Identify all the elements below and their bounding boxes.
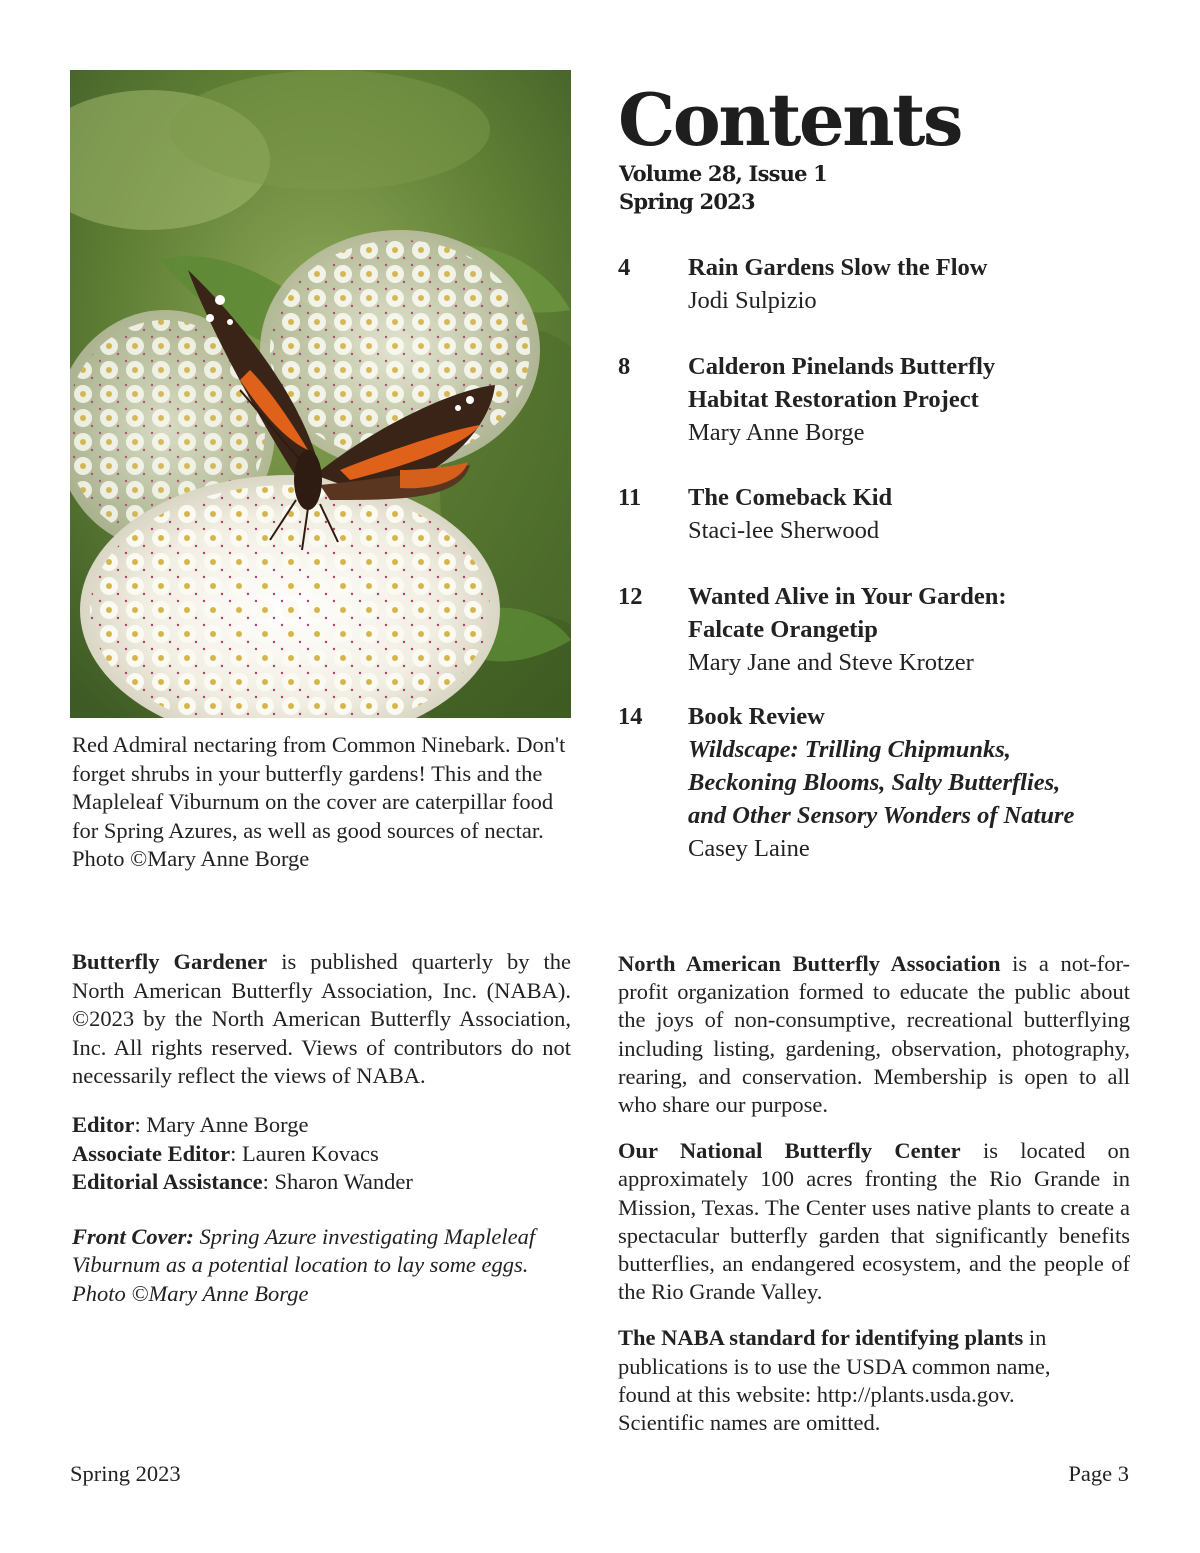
publication-name: Butterfly Gardener — [72, 949, 268, 974]
toc-page-number: 14 — [618, 703, 643, 730]
credit-line: Editorial Assistance: Sharon Wander — [72, 1169, 413, 1195]
toc-title: Falcate Orangetip — [688, 616, 878, 643]
toc-subtitle: Wildscape: Trilling Chipmunks, — [688, 736, 1011, 763]
issue-info — [619, 160, 827, 216]
toc-page-number: 4 — [618, 254, 631, 281]
toc-title: Wanted Alive in Your Garden: — [688, 583, 1007, 610]
cover-photo — [70, 70, 571, 718]
toc-title: Book Review — [688, 703, 825, 730]
toc-page-number: 8 — [618, 353, 631, 380]
credits — [72, 1111, 571, 1197]
photo-caption: Red Admiral nectaring from Common Ninebark. Don't forget shrubs in your butterfly gardens! This and the Mapleleaf Viburnum on the cover are caterpillar food for Spring Azures, as well as good sources of nectar. Photo ©Mary Anne Borge — [72, 732, 566, 872]
front-cover-note — [72, 1223, 571, 1309]
plant-standard-note: The NABA standard for identifying plants in publications is to use the USDA common name, found at this website: http://plants.usda.gov. Scientific names are omitted. — [618, 1325, 1051, 1436]
toc-subtitle: Beckoning Blooms, Salty Butterflies, — [688, 769, 1061, 796]
toc-author: Staci-lee Sherwood — [688, 517, 880, 544]
footer-season: Spring 2023 — [70, 1461, 181, 1486]
butterfly-center-description: Our National Butterfly Center is located on approximately 100 acres fronting the Rio Grande in Mission, Texas. The Center uses native plants to create a spectacular butterfly garden that significantly benefits butterflies, an endangered ecosystem, and the people of the Rio Grande Valley. — [618, 1138, 1130, 1305]
season: Spring 2023 — [619, 189, 755, 214]
toc-page-number: 11 — [618, 484, 642, 511]
page-number: Page 3 — [1068, 1461, 1129, 1486]
association-info — [618, 950, 1130, 1437]
publication-info — [72, 948, 571, 1309]
toc-title: Calderon Pinelands Butterfly — [688, 353, 996, 380]
toc-author: Mary Anne Borge — [688, 419, 865, 446]
toc-author: Casey Laine — [688, 835, 810, 862]
toc-author: Jodi Sulpizio — [688, 287, 817, 314]
cover-text: Spring Azure investigating Mapleleaf Viburnum as a potential location to lay some eggs. Photo ©Mary Anne Borge — [72, 1223, 536, 1306]
toc-page-number: 12 — [618, 583, 643, 610]
credit-line: Associate Editor: Lauren Kovacs — [72, 1140, 379, 1166]
toc-title: The Comeback Kid — [688, 484, 893, 511]
toc-subtitle: and Other Sensory Wonders of Nature — [688, 802, 1075, 829]
naba-description: North American Butterfly Association is a not-for-profit organization formed to educate the public about the joys of non-consumptive, recreational butterflying including listing, gardening, observation, photography, rearing, and conservation. Membership is open to all who share our purpose. — [618, 951, 1130, 1118]
cover-label: Front Cover: — [72, 1223, 194, 1249]
publication-statement — [72, 948, 571, 1091]
toc-title: Habitat Restoration Project — [688, 386, 979, 413]
toc-author: Mary Jane and Steve Krotzer — [688, 649, 974, 676]
toc-title: Rain Gardens Slow the Flow — [688, 254, 988, 281]
volume-issue: Volume 28, Issue 1 — [619, 161, 827, 186]
page-title: Contents — [618, 77, 961, 162]
credit-line: Editor: Mary Anne Borge — [72, 1111, 309, 1137]
publication-text: is published quarterly by the North American Butterfly Association, Inc. (NABA). ©2023 by the North American Butterfly Association, Inc. All rights reserved. Views of contributors do not necessarily reflect the views of NABA. — [72, 949, 571, 1089]
butterfly-photo-illustration — [70, 70, 571, 718]
